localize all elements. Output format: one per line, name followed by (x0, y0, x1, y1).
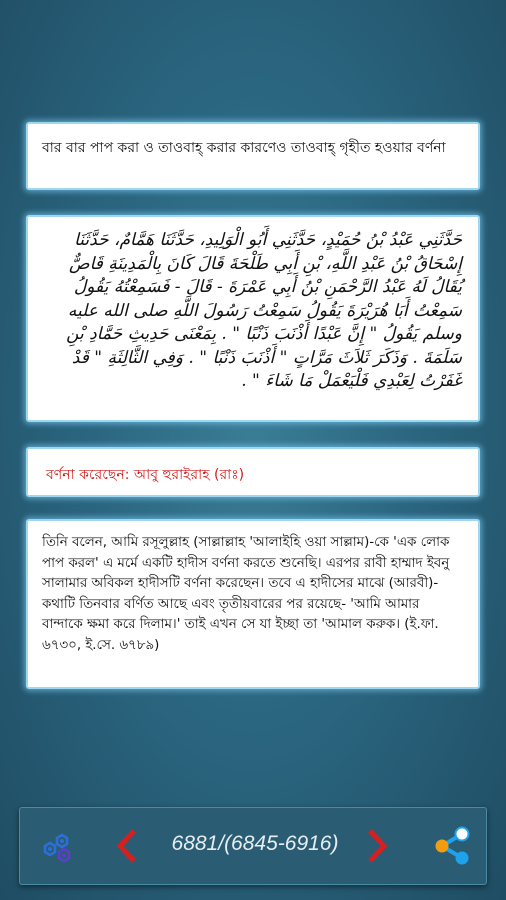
bottom-navigation-bar (19, 807, 487, 885)
translation-card (26, 519, 480, 689)
narrator-text: বর্ণনা করেছেন: আবু হুরাইরাহ (রাঃ) (46, 467, 245, 483)
settings-button[interactable] (36, 827, 76, 867)
share-icon (432, 825, 472, 867)
gears-icon (36, 827, 76, 867)
arabic-text-card (26, 215, 480, 422)
hadith-counter: 6881/(6845-6916) (171, 832, 339, 855)
hadith-title: বার বার পাপ করা ও তাওবাহ্ করার কারণেও তাওবাহ্ গৃহীত হওয়ার বর্ণনা (42, 140, 446, 156)
share-button[interactable] (432, 825, 472, 867)
translation-text: তিনি বলেন, আমি রসূলুল্লাহ (সাল্লাল্লাহ 'আলাইহি ওয়া সাল্লাম)-কে 'এক লোক পাপ করল' এ মর্মে একটি হাদীস বর্ণনা করতে শুনেছি। এরপর রাবী হাম্মাদ ইবনু সালামার অবিকল হাদীসটি বর্ণনা করেছেন। তবে এ হাদীসের মাঝে (আরবী)-কথাটি তিনবার বর্ণিত আছে এবং তৃতীয়বারের পর রয়েছে- 'আমি আমার বান্দাকে ক্ষমা করে দিলাম।' তাই এখন সে যা ইচ্ছা তা 'আমাল করুক। (ই.ফা. ৬৭৩০, ই.সে. ৬৭৮৯) (42, 535, 450, 653)
arabic-text: حَدَّثَنِي عَبْدُ بْنُ حُمَيْدٍ، حَدَّثَنِي أَبُو الْوَلِيدِ، حَدَّثَنَا هَمَّامٌ، حَدَّثَنَا إِسْحَاقُ بْنُ عَبْدِ اللَّهِ، بْنِ أَبِي طَلْحَةَ قَالَ كَانَ بِالْمَدِينَةِ قَاصٌّ يُقَالُ لَهُ عَبْدُ الرَّحْمَنِ بْنُ أَبِي عَمْرَةَ - قَالَ - فَسَمِعْتُهُ يَقُولُ سَمِعْتُ أَبَا هُرَيْرَةَ يَقُولُ سَمِعْتُ رَسُولَ اللَّهِ صلى الله عليه وسلم يَقُولُ " إِنَّ عَبْدًا أَذْنَبَ ذَنْبًا " . بِمَعْنَى حَدِيثِ حَمَّادِ بْنِ سَلَمَةَ . وَذَكَرَ ثَلاَثَ مَرَّاتٍ " أَذْنَبَ ذَنْبًا " . وَفِي الثَّالِثَةِ " قَدْ غَفَرْتُ لِعَبْدِي فَلْيَعْمَلْ مَا شَاءَ " . (66, 230, 462, 391)
next-button[interactable] (366, 828, 388, 864)
hadith-title-card (26, 122, 480, 190)
chevron-right-icon (366, 828, 388, 864)
narrator-card (26, 447, 480, 497)
previous-button[interactable] (116, 828, 138, 864)
chevron-left-icon (116, 828, 138, 864)
